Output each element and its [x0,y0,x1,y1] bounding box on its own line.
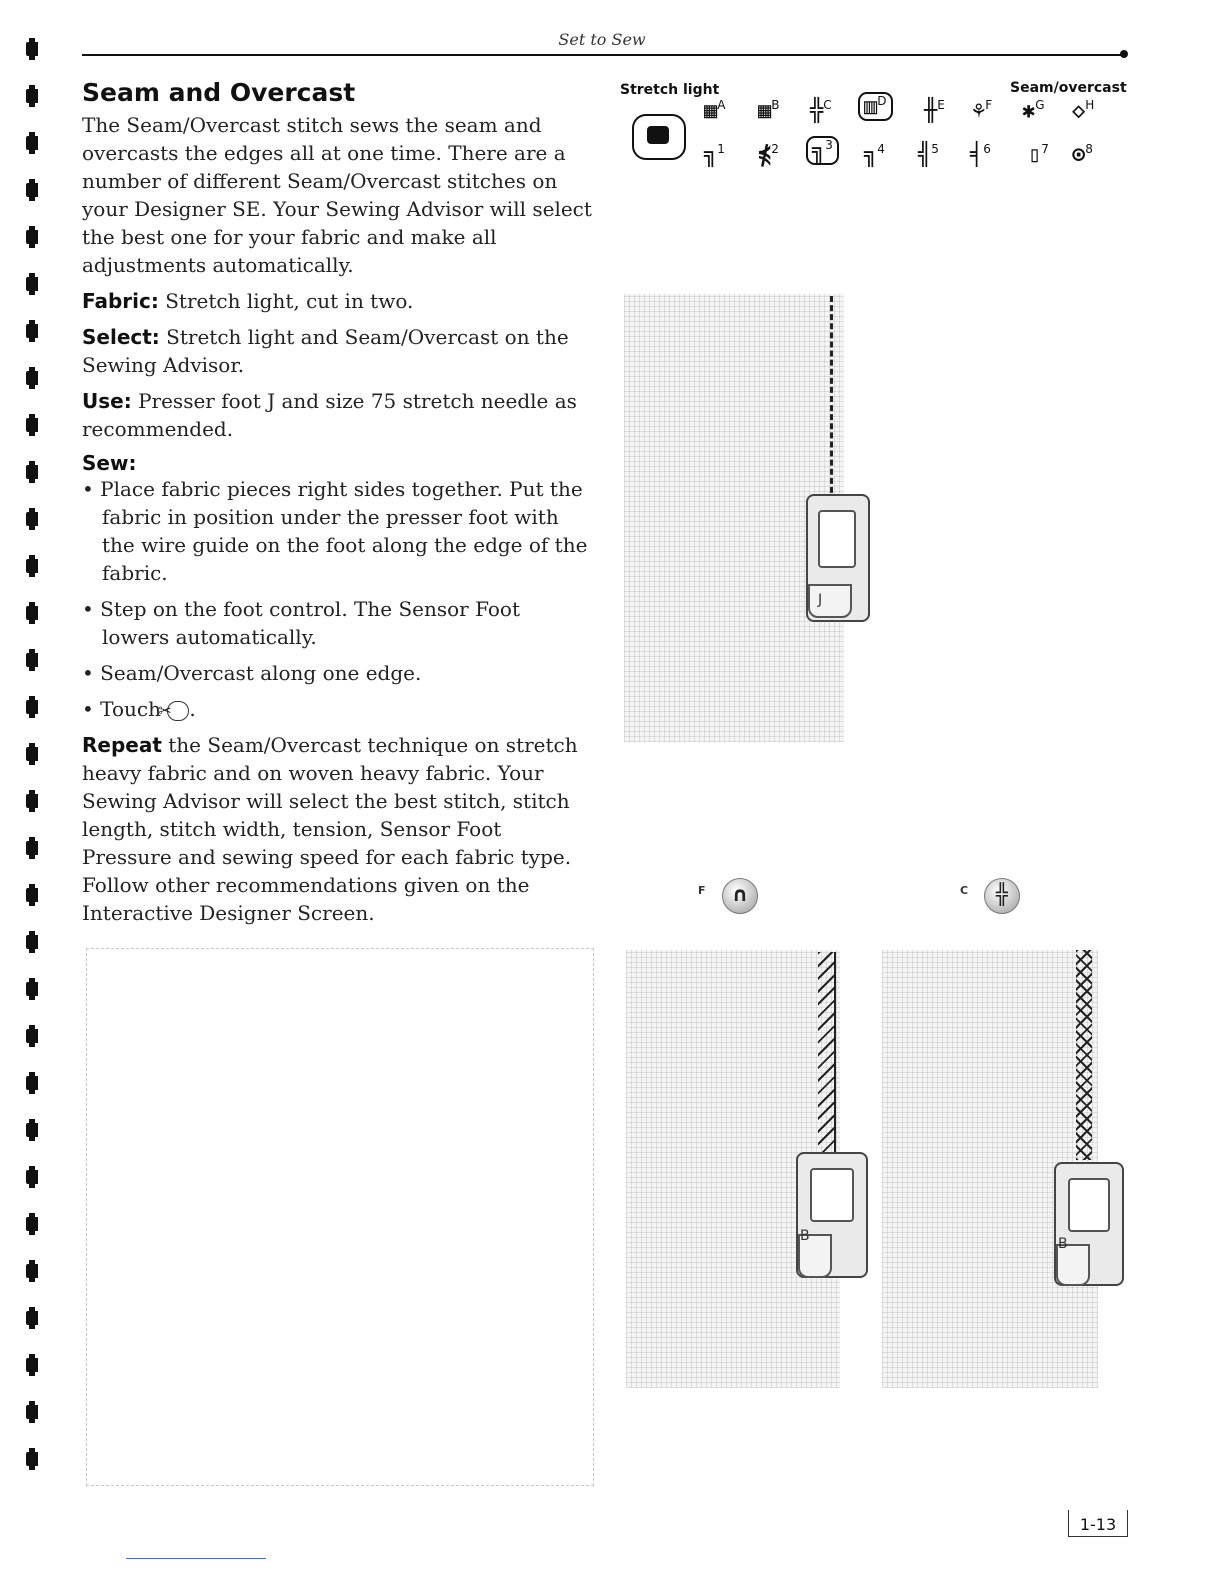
binder-hole-icon [26,179,38,201]
stitch-a-icon: ▦$^A$ [704,98,726,124]
stitch-b-icon: ▦$^B$ [758,98,780,124]
sew-step: • Place fabric pieces right sides together. Put the fabric in position under the presser foot with the wire guide on the foot along the edge of the fabric. [82,477,588,585]
select-paragraph [82,323,592,379]
stitch-6-icon: ╡$^6$ [970,142,991,168]
presser-foot-j-icon [806,494,870,622]
stitch-7-icon: ▯$^7$ [1028,142,1049,168]
sewing-advisor-icon [632,114,686,160]
section-title: Seam and Overcast [82,78,356,107]
instructions-column [82,78,592,935]
footer-link-rule [126,1558,266,1559]
binder-hole-icon [26,884,38,906]
fabric-text: Stretch light, cut in two. [158,289,414,313]
seam-cross-stitch-line [1076,950,1092,1160]
presser-foot-b-icon [796,1152,868,1278]
binder-hole-icon [26,555,38,577]
stitch-c-icon: ╬$^C$ [810,98,832,124]
binder-hole-icon [26,1354,38,1376]
binder-hole-icon [26,273,38,295]
notes-box [86,948,594,1486]
stitch-5-icon: ╣$^5$ [918,142,939,168]
binder-hole-icon [26,743,38,765]
stitch-f-icon: ⚘$^F$ [972,98,993,124]
binder-hole-icon [26,1213,38,1235]
header-rule [82,54,1126,56]
presser-foot-b-icon [1054,1162,1124,1286]
fabric-type-label: Stretch light [620,82,720,98]
binder-hole-icon [26,1072,38,1094]
foot-j-letter: J [818,592,823,608]
stitch-1-icon: ╗$^1$ [704,142,725,168]
stitch-2-icon: ⋠$^2$ [758,142,779,168]
fabric-label: Fabric: [82,289,159,313]
badge-letter: F [698,884,706,897]
stitch-3-selected-icon: ╗$^3$ [806,136,839,165]
woven-heavy-badge-icon: ╬ [984,878,1020,914]
use-paragraph [82,387,592,443]
technique-label: Seam/overcast [1010,80,1127,96]
sew-heading: Sew: [82,451,137,475]
repeat-text: the Seam/Overcast technique on stretch heavy fabric and on woven heavy fabric. Your Sewing Advisor will select the best stitch, stitch length, stitch width, tension, Sensor Foot Pressure and sewing speed for each fabric type. Follow other recommendations given on the Interactive Designer Screen. [82,733,578,925]
intro-paragraph: The Seam/Overcast stitch sews the seam and overcasts the edges all at one time. There are a number of different Seam/Overcast stitches on your Designer SE. Your Sewing Advisor will select the best one for your fabric and make all adjustments automatically. [82,113,592,277]
fabric-paragraph [82,287,592,315]
seam-zigzag-line [818,952,836,1152]
stitch-g-icon: ✱$^G$ [1022,98,1045,124]
binder-hole-icon [26,602,38,624]
seam-stitch-line [830,296,843,502]
stretch-heavy-badge-icon: ∩ [722,878,758,914]
binder-hole-icon [26,461,38,483]
sew-step: • Step on the foot control. The Sensor Foot lowers automatically. [82,597,520,649]
binder-hole-icon [26,1448,38,1470]
repeat-label: Repeat [82,733,162,757]
sew-steps [82,475,592,723]
repeat-paragraph [82,731,592,927]
sew-step [82,695,592,723]
sew-step: • Seam/Overcast along one edge. [82,661,422,685]
stitch-4-icon: ╗$^4$ [864,142,885,168]
scissors-icon: ✂ [167,701,189,721]
binder-hole-icon [26,978,38,1000]
binder-hole-icon [26,226,38,248]
binder-hole-icon [26,414,38,436]
binder-hole-icon [26,649,38,671]
binder-hole-icon [26,837,38,859]
badge-letter: C [960,884,969,897]
binder-hole-icon [26,1260,38,1282]
foot-b-letter: B [1058,1236,1068,1252]
binder-hole-icon [26,1307,38,1329]
binder-hole-icon [26,367,38,389]
binder-hole-icon [26,85,38,107]
binder-hole-icon [26,1166,38,1188]
use-text: Presser foot J and size 75 stretch needle as recommended. [82,389,577,441]
touch-end: . [189,697,196,721]
binder-hole-icon [26,1401,38,1423]
page-number: 1-13 [1068,1510,1128,1537]
binder-hole-icon [26,1025,38,1047]
select-label: Select: [82,325,160,349]
touch-label: • Touch [82,697,161,721]
binder-hole-icon [26,508,38,530]
foot-b-letter: B [800,1228,810,1244]
binder-hole-icon [26,790,38,812]
binder-marks [26,38,50,1495]
header-dot-icon [1120,50,1128,58]
stitch-h-icon: ◇$^H$ [1072,98,1095,124]
running-header: Set to Sew [558,30,646,49]
stitch-e-icon: ╫$^E$ [924,98,945,124]
binder-hole-icon [26,132,38,154]
binder-hole-icon [26,320,38,342]
stitch-d-selected-icon: ▥$^D$ [858,92,893,121]
binder-hole-icon [26,1119,38,1141]
binder-hole-icon [26,931,38,953]
select-text: Stretch light and Seam/Overcast on the Sewing Advisor. [82,325,569,377]
use-label: Use: [82,389,132,413]
binder-hole-icon [26,696,38,718]
stitch-8-icon: ⊙$^8$ [1072,142,1093,168]
